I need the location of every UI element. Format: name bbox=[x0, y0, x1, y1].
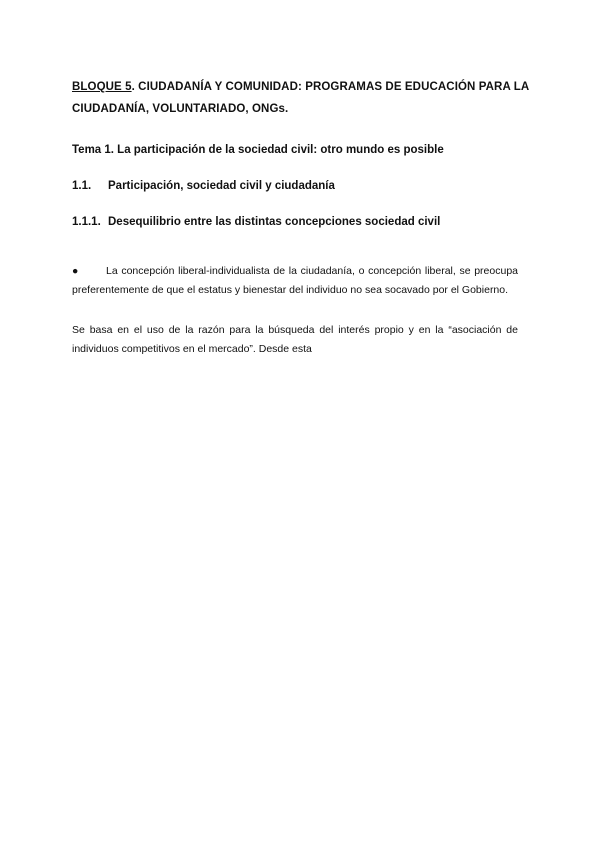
section-heading-1-1-1 bbox=[72, 214, 440, 230]
section-title: Desequilibrio entre las distintas concepciones sociedad civil bbox=[108, 216, 441, 228]
paragraph-text: La concepción liberal-individualista de la ciudadanía, o concepción liberal, se preocupa preferentemente de que el estatus y bienestar del individuo no sea socavado por el Gobierno. bbox=[72, 265, 518, 296]
block-label: BLOQUE 5 bbox=[72, 81, 132, 93]
section-number: 1.1. bbox=[72, 180, 92, 192]
paragraph: Se basa en el uso de la razón para la búsqueda del interés propio y en la “asociación de individuos competitivos en el mercado”. Desde esta bbox=[72, 324, 518, 355]
bullet-icon: ● bbox=[72, 265, 79, 277]
tema-title: Tema 1. La participación de la sociedad civil: otro mundo es posible bbox=[72, 144, 444, 156]
block-title bbox=[72, 76, 532, 120]
bullet-paragraph bbox=[72, 262, 518, 299]
block-title-text: . CIUDADANÍA Y COMUNIDAD: PROGRAMAS DE EDUCACIÓN PARA LA CIUDADANÍA, VOLUNTARIADO, ONGs. bbox=[72, 81, 529, 115]
section-heading-1-1 bbox=[72, 178, 335, 194]
section-number: 1.1.1. bbox=[72, 216, 101, 228]
section-title: Participación, sociedad civil y ciudadanía bbox=[108, 180, 335, 192]
